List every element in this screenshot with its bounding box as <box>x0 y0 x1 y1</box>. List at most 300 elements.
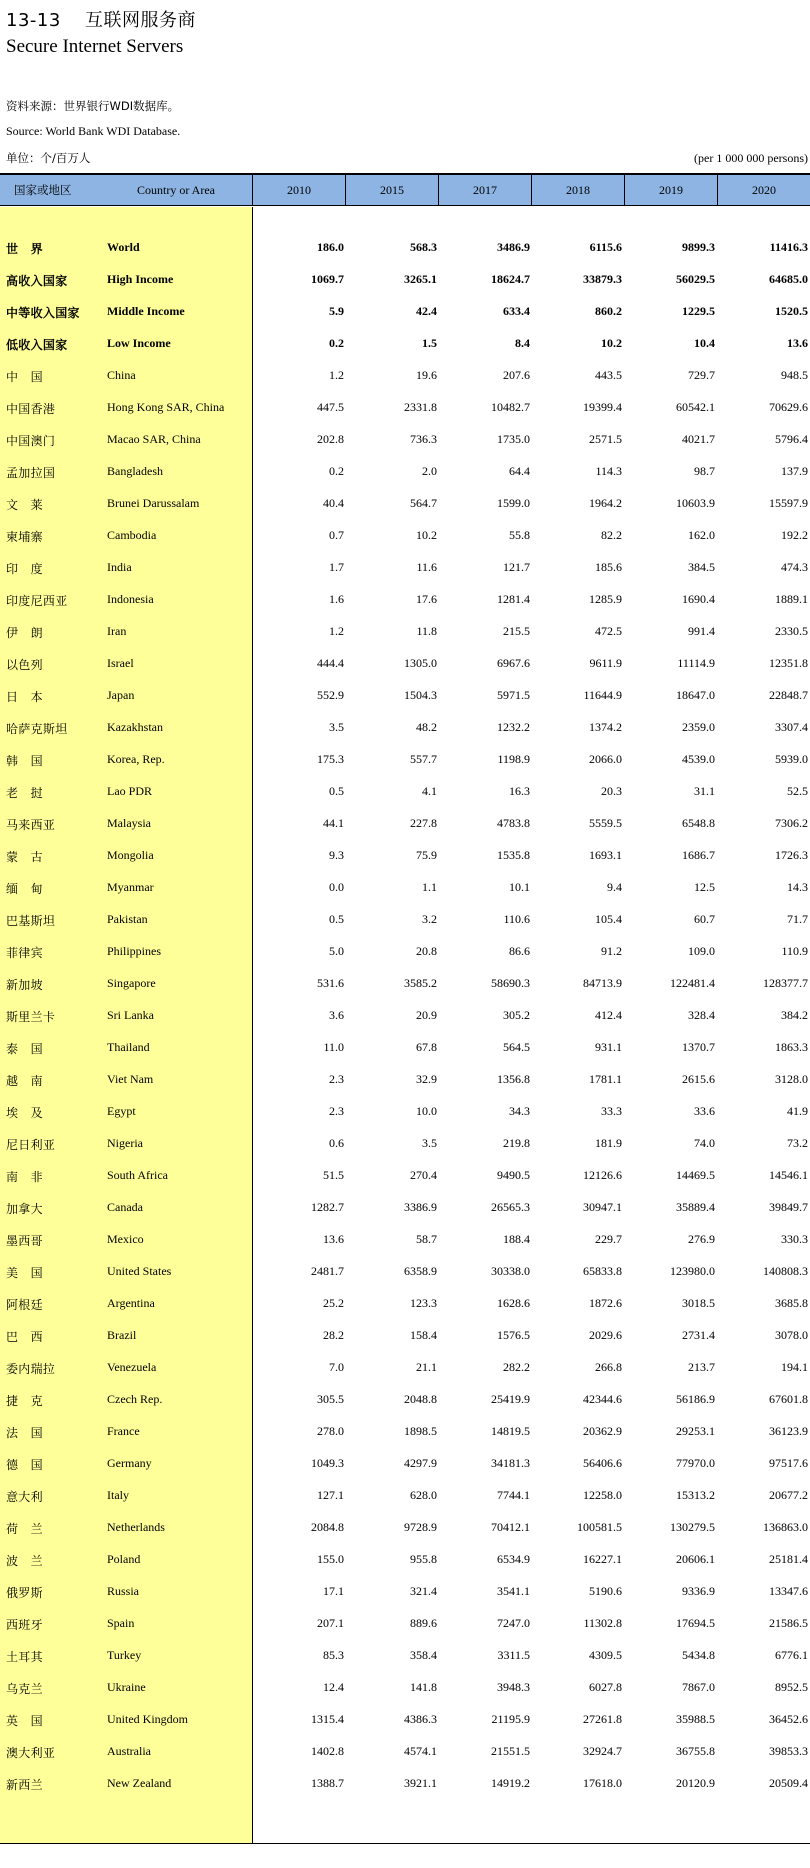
value-cell: 58690.3 <box>491 976 530 990</box>
table-row <box>0 1257 810 1289</box>
value-cell: 1.2 <box>329 368 344 382</box>
value-cell: 5.0 <box>329 944 344 958</box>
country-name-en: New Zealand <box>107 1776 172 1790</box>
value-cell: 3018.5 <box>682 1296 715 1310</box>
table-row <box>0 745 810 777</box>
table-number: 13-13 <box>6 10 61 31</box>
table-row <box>0 521 810 553</box>
header-year: 2020 <box>717 175 810 206</box>
value-cell: 20362.9 <box>583 1424 622 1438</box>
value-cell: 16.3 <box>509 784 530 798</box>
value-cell: 175.3 <box>317 752 344 766</box>
value-cell: 31.1 <box>694 784 715 798</box>
table-row <box>0 1449 810 1481</box>
value-cell: 67601.8 <box>769 1392 808 1406</box>
value-cell: 628.0 <box>410 1488 437 1502</box>
value-cell: 52.5 <box>787 784 808 798</box>
header-year: 2015 <box>345 175 438 206</box>
value-cell: 1305.0 <box>404 656 437 670</box>
value-cell: 9336.9 <box>682 1584 715 1598</box>
table-row <box>0 809 810 841</box>
header-year: 2017 <box>438 175 531 206</box>
country-name-en: Mongolia <box>107 848 154 862</box>
value-cell: 8952.5 <box>775 1680 808 1694</box>
value-cell: 58.7 <box>416 1232 437 1246</box>
value-cell: 6548.8 <box>682 816 715 830</box>
value-cell: 266.8 <box>595 1360 622 1374</box>
value-cell: 10603.9 <box>676 496 715 510</box>
value-cell: 1402.8 <box>311 1744 344 1758</box>
country-name-cn: 巴 西 <box>6 1330 43 1344</box>
value-cell: 14919.2 <box>491 1776 530 1790</box>
value-cell: 7744.1 <box>497 1488 530 1502</box>
country-name-cn: 新西兰 <box>6 1778 43 1792</box>
country-name-cn: 波 兰 <box>6 1554 43 1568</box>
value-cell: 21195.9 <box>491 1712 530 1726</box>
table-row <box>0 937 810 969</box>
value-cell: 1964.2 <box>589 496 622 510</box>
country-name-cn: 巴基斯坦 <box>6 914 56 928</box>
country-name-en: Philippines <box>107 944 162 958</box>
value-cell: 192.2 <box>781 528 808 542</box>
value-cell: 2.3 <box>329 1072 344 1086</box>
value-cell: 3948.3 <box>497 1680 530 1694</box>
value-cell: 4297.9 <box>404 1456 437 1470</box>
table-title <box>6 6 196 32</box>
value-cell: 568.3 <box>410 240 437 254</box>
value-cell: 474.3 <box>781 560 808 574</box>
value-cell: 1690.4 <box>682 592 715 606</box>
value-cell: 73.2 <box>787 1136 808 1150</box>
value-cell: 74.0 <box>694 1136 715 1150</box>
table-row <box>0 1769 810 1801</box>
country-name-cn: 马来西亚 <box>6 818 56 832</box>
value-cell: 51.5 <box>323 1168 344 1182</box>
value-cell: 3311.5 <box>497 1648 530 1662</box>
value-cell: 1872.6 <box>589 1296 622 1310</box>
country-name-en: Brunei Darussalam <box>107 496 200 510</box>
value-cell: 10.1 <box>509 880 530 894</box>
value-cell: 28.2 <box>323 1328 344 1342</box>
value-cell: 5971.5 <box>497 688 530 702</box>
value-cell: 1.5 <box>422 336 437 350</box>
value-cell: 2571.5 <box>589 432 622 446</box>
value-cell: 16227.1 <box>583 1552 622 1566</box>
country-name-en: Viet Nam <box>107 1072 154 1086</box>
value-cell: 0.2 <box>329 336 344 350</box>
value-cell: 1735.0 <box>497 432 530 446</box>
country-name-cn: 西班牙 <box>6 1618 43 1632</box>
value-cell: 0.2 <box>329 464 344 478</box>
value-cell: 98.7 <box>694 464 715 478</box>
country-name-cn: 高收入国家 <box>6 274 68 288</box>
table-row <box>0 1193 810 1225</box>
value-cell: 25181.4 <box>769 1552 808 1566</box>
country-name-cn: 伊 朗 <box>6 626 43 640</box>
value-cell: 13347.6 <box>769 1584 808 1598</box>
country-name-en: Spain <box>107 1616 135 1630</box>
value-cell: 33.6 <box>694 1104 715 1118</box>
country-name-cn: 菲律宾 <box>6 946 43 960</box>
country-name-en: China <box>107 368 136 382</box>
country-name-cn: 阿根廷 <box>6 1298 43 1312</box>
country-name-en: Sri Lanka <box>107 1008 154 1022</box>
value-cell: 1315.4 <box>311 1712 344 1726</box>
value-cell: 2084.8 <box>311 1520 344 1534</box>
table-row <box>0 553 810 585</box>
value-cell: 41.9 <box>787 1104 808 1118</box>
value-cell: 3.2 <box>422 912 437 926</box>
country-name-cn: 法 国 <box>6 1426 43 1440</box>
country-name-cn: 文 莱 <box>6 498 43 512</box>
value-cell: 3.5 <box>422 1136 437 1150</box>
country-name-en: Italy <box>107 1488 129 1502</box>
country-name-en: Poland <box>107 1552 141 1566</box>
value-cell: 36755.8 <box>676 1744 715 1758</box>
country-name-cn: 越 南 <box>6 1074 43 1088</box>
value-cell: 321.4 <box>410 1584 437 1598</box>
country-name-cn: 加拿大 <box>6 1202 43 1216</box>
value-cell: 443.5 <box>595 368 622 382</box>
value-cell: 4021.7 <box>682 432 715 446</box>
value-cell: 122481.4 <box>670 976 715 990</box>
country-name-cn: 英 国 <box>6 1714 43 1728</box>
header-country-cn: 国家或地区 <box>14 183 72 197</box>
value-cell: 12.5 <box>694 880 715 894</box>
value-cell: 5190.6 <box>589 1584 622 1598</box>
value-cell: 3078.0 <box>775 1328 808 1342</box>
country-name-cn: 印 度 <box>6 562 43 576</box>
value-cell: 65833.8 <box>583 1264 622 1278</box>
value-cell: 5939.0 <box>775 752 808 766</box>
value-cell: 3.6 <box>329 1008 344 1022</box>
country-name-en: United States <box>107 1264 172 1278</box>
value-cell: 21.1 <box>416 1360 437 1374</box>
value-cell: 17.1 <box>323 1584 344 1598</box>
header-year: 2018 <box>531 175 624 206</box>
value-cell: 6358.9 <box>404 1264 437 1278</box>
table-bottom-rule <box>0 1843 810 1844</box>
value-cell: 3585.2 <box>404 976 437 990</box>
value-cell: 121.7 <box>503 560 530 574</box>
value-cell: 9.4 <box>607 880 622 894</box>
value-cell: 18624.7 <box>491 272 530 286</box>
value-cell: 552.9 <box>317 688 344 702</box>
value-cell: 1356.8 <box>497 1072 530 1086</box>
value-cell: 20509.4 <box>769 1776 808 1790</box>
value-cell: 123.3 <box>410 1296 437 1310</box>
value-cell: 564.5 <box>503 1040 530 1054</box>
value-cell: 10.0 <box>416 1104 437 1118</box>
value-cell: 3921.1 <box>404 1776 437 1790</box>
table-header <box>0 173 810 206</box>
value-cell: 1898.5 <box>404 1424 437 1438</box>
value-cell: 4783.8 <box>497 816 530 830</box>
unit-label-cn: 单位：个/百万人 <box>6 151 91 165</box>
value-cell: 282.2 <box>503 1360 530 1374</box>
country-name-cn: 埃 及 <box>6 1106 43 1120</box>
value-cell: 2330.5 <box>775 624 808 638</box>
value-cell: 2.3 <box>329 1104 344 1118</box>
table-row <box>0 841 810 873</box>
value-cell: 181.9 <box>595 1136 622 1150</box>
value-cell: 10.2 <box>416 528 437 542</box>
country-name-cn: 中国香港 <box>6 402 56 416</box>
value-cell: 202.8 <box>317 432 344 446</box>
value-cell: 2731.4 <box>682 1328 715 1342</box>
value-cell: 1726.3 <box>775 848 808 862</box>
value-cell: 3486.9 <box>497 240 530 254</box>
value-cell: 12351.8 <box>769 656 808 670</box>
country-name-cn: 缅 甸 <box>6 882 43 896</box>
value-cell: 11114.9 <box>677 656 715 670</box>
value-cell: 1.6 <box>329 592 344 606</box>
value-cell: 33.3 <box>601 1104 622 1118</box>
value-cell: 3.5 <box>329 720 344 734</box>
value-cell: 20606.1 <box>676 1552 715 1566</box>
country-name-en: Australia <box>107 1744 151 1758</box>
table-row <box>0 617 810 649</box>
value-cell: 141.8 <box>410 1680 437 1694</box>
value-cell: 35889.4 <box>676 1200 715 1214</box>
table-row <box>0 361 810 393</box>
value-cell: 9611.9 <box>589 656 622 670</box>
country-name-cn: 蒙 古 <box>6 850 43 864</box>
value-cell: 5.9 <box>329 304 344 318</box>
value-cell: 84713.9 <box>583 976 622 990</box>
value-cell: 42.4 <box>416 304 437 318</box>
value-cell: 991.4 <box>688 624 715 638</box>
header-country-en: Country or Area <box>137 183 215 197</box>
value-cell: 34.3 <box>509 1104 530 1118</box>
value-cell: 15313.2 <box>676 1488 715 1502</box>
country-name-en: Venezuela <box>107 1360 157 1374</box>
value-cell: 97517.6 <box>769 1456 808 1470</box>
value-cell: 1285.9 <box>589 592 622 606</box>
country-name-cn: 尼日利亚 <box>6 1138 56 1152</box>
table-row <box>0 681 810 713</box>
value-cell: 11.6 <box>416 560 437 574</box>
country-name-cn: 日 本 <box>6 690 43 704</box>
table-row <box>0 297 810 329</box>
value-cell: 64.4 <box>509 464 530 478</box>
country-name-en: Thailand <box>107 1040 150 1054</box>
value-cell: 270.4 <box>410 1168 437 1182</box>
value-cell: 22848.7 <box>769 688 808 702</box>
value-cell: 384.5 <box>688 560 715 574</box>
value-cell: 2359.0 <box>682 720 715 734</box>
country-name-en: Middle Income <box>107 304 185 318</box>
value-cell: 1781.1 <box>589 1072 622 1086</box>
table-row <box>0 1385 810 1417</box>
value-cell: 305.2 <box>503 1008 530 1022</box>
value-cell: 34181.3 <box>491 1456 530 1470</box>
country-name-en: Hong Kong SAR, China <box>107 400 225 414</box>
country-name-cn: 老 挝 <box>6 786 43 800</box>
table-row <box>0 1225 810 1257</box>
value-cell: 7247.0 <box>497 1616 530 1630</box>
value-cell: 6027.8 <box>589 1680 622 1694</box>
country-name-en: Pakistan <box>107 912 148 926</box>
value-cell: 229.7 <box>595 1232 622 1246</box>
value-cell: 158.4 <box>410 1328 437 1342</box>
table-row <box>0 873 810 905</box>
country-name-cn: 中 国 <box>6 370 43 384</box>
value-cell: 20120.9 <box>676 1776 715 1790</box>
table-row <box>0 585 810 617</box>
value-cell: 11.8 <box>416 624 437 638</box>
source-note-en: Source: World Bank WDI Database. <box>6 124 181 138</box>
value-cell: 948.5 <box>781 368 808 382</box>
country-name-cn: 意大利 <box>6 1490 43 1504</box>
value-cell: 188.4 <box>503 1232 530 1246</box>
country-name-cn: 中国澳门 <box>6 434 56 448</box>
table-row <box>0 969 810 1001</box>
value-cell: 128377.7 <box>763 976 808 990</box>
value-cell: 162.0 <box>688 528 715 542</box>
value-cell: 3541.1 <box>497 1584 530 1598</box>
country-name-cn: 俄罗斯 <box>6 1586 43 1600</box>
value-cell: 109.0 <box>688 944 715 958</box>
value-cell: 3685.8 <box>775 1296 808 1310</box>
value-cell: 278.0 <box>317 1424 344 1438</box>
table-row <box>0 1033 810 1065</box>
country-name-cn: 美 国 <box>6 1266 43 1280</box>
value-cell: 10482.7 <box>491 400 530 414</box>
value-cell: 36123.9 <box>769 1424 808 1438</box>
value-cell: 4386.3 <box>404 1712 437 1726</box>
value-cell: 19.6 <box>416 368 437 382</box>
value-cell: 39853.3 <box>769 1744 808 1758</box>
value-cell: 4.1 <box>422 784 437 798</box>
value-cell: 48.2 <box>416 720 437 734</box>
value-cell: 1889.1 <box>775 592 808 606</box>
value-cell: 2481.7 <box>311 1264 344 1278</box>
value-cell: 1198.9 <box>497 752 530 766</box>
value-cell: 17694.5 <box>676 1616 715 1630</box>
country-name-en: Turkey <box>107 1648 142 1662</box>
table-row <box>0 1609 810 1641</box>
value-cell: 9.3 <box>329 848 344 862</box>
country-name-cn: 世 界 <box>6 242 43 256</box>
value-cell: 25.2 <box>323 1296 344 1310</box>
value-cell: 1069.7 <box>311 272 344 286</box>
value-cell: 86.6 <box>509 944 530 958</box>
value-cell: 20.3 <box>601 784 622 798</box>
country-name-en: United Kingdom <box>107 1712 188 1726</box>
value-cell: 227.8 <box>410 816 437 830</box>
value-cell: 3128.0 <box>775 1072 808 1086</box>
value-cell: 186.0 <box>317 240 344 254</box>
value-cell: 71.7 <box>787 912 808 926</box>
value-cell: 18647.0 <box>676 688 715 702</box>
value-cell: 4309.5 <box>589 1648 622 1662</box>
value-cell: 1232.2 <box>497 720 530 734</box>
value-cell: 1281.4 <box>497 592 530 606</box>
country-name-en: Myanmar <box>107 880 154 894</box>
value-cell: 15597.9 <box>769 496 808 510</box>
value-cell: 19399.4 <box>583 400 622 414</box>
table-row <box>0 1289 810 1321</box>
value-cell: 0.5 <box>329 912 344 926</box>
value-cell: 13.6 <box>323 1232 344 1246</box>
value-cell: 42344.6 <box>583 1392 622 1406</box>
country-name-en: Mexico <box>107 1232 144 1246</box>
country-name-cn: 斯里兰卡 <box>6 1010 56 1024</box>
value-cell: 276.9 <box>688 1232 715 1246</box>
table-row <box>0 1737 810 1769</box>
value-cell: 889.6 <box>410 1616 437 1630</box>
value-cell: 25419.9 <box>491 1392 530 1406</box>
table-row <box>0 1513 810 1545</box>
value-cell: 215.5 <box>503 624 530 638</box>
value-cell: 110.6 <box>503 912 530 926</box>
country-name-en: Czech Rep. <box>107 1392 163 1406</box>
value-cell: 35988.5 <box>676 1712 715 1726</box>
value-cell: 114.3 <box>595 464 622 478</box>
value-cell: 11.0 <box>323 1040 344 1054</box>
value-cell: 60542.1 <box>676 400 715 414</box>
value-cell: 70412.1 <box>491 1520 530 1534</box>
value-cell: 931.1 <box>595 1040 622 1054</box>
value-cell: 1520.5 <box>775 304 808 318</box>
value-cell: 17.6 <box>416 592 437 606</box>
value-cell: 12.4 <box>323 1680 344 1694</box>
value-cell: 2331.8 <box>404 400 437 414</box>
value-cell: 207.6 <box>503 368 530 382</box>
value-cell: 21551.5 <box>491 1744 530 1758</box>
value-cell: 14.3 <box>787 880 808 894</box>
value-cell: 127.1 <box>317 1488 344 1502</box>
value-cell: 8.4 <box>515 336 530 350</box>
country-name-en: Cambodia <box>107 528 157 542</box>
value-cell: 4574.1 <box>404 1744 437 1758</box>
value-cell: 1599.0 <box>497 496 530 510</box>
value-cell: 4539.0 <box>682 752 715 766</box>
country-name-en: Iran <box>107 624 127 638</box>
value-cell: 13.6 <box>787 336 808 350</box>
table-row <box>0 265 810 297</box>
value-cell: 2066.0 <box>589 752 622 766</box>
country-name-cn: 乌克兰 <box>6 1682 43 1696</box>
value-cell: 30947.1 <box>583 1200 622 1214</box>
value-cell: 1282.7 <box>311 1200 344 1214</box>
value-cell: 2.0 <box>422 464 437 478</box>
country-name-en: Ukraine <box>107 1680 146 1694</box>
value-cell: 1504.3 <box>404 688 437 702</box>
table-row <box>0 1065 810 1097</box>
country-name-en: Japan <box>107 688 135 702</box>
country-name-cn: 中等收入国家 <box>6 306 80 320</box>
table-row <box>0 1705 810 1737</box>
value-cell: 60.7 <box>694 912 715 926</box>
value-cell: 1535.8 <box>497 848 530 862</box>
country-name-en: Argentina <box>107 1296 155 1310</box>
value-cell: 75.9 <box>416 848 437 862</box>
table-row <box>0 1321 810 1353</box>
country-name-en: Netherlands <box>107 1520 165 1534</box>
table-row <box>0 713 810 745</box>
value-cell: 130279.5 <box>670 1520 715 1534</box>
table-row <box>0 905 810 937</box>
table-row <box>0 489 810 521</box>
value-cell: 5796.4 <box>775 432 808 446</box>
value-cell: 1370.7 <box>682 1040 715 1054</box>
country-name-en: Egypt <box>107 1104 136 1118</box>
value-cell: 56406.6 <box>583 1456 622 1470</box>
table-row <box>0 1001 810 1033</box>
country-name-cn: 委内瑞拉 <box>6 1362 56 1376</box>
